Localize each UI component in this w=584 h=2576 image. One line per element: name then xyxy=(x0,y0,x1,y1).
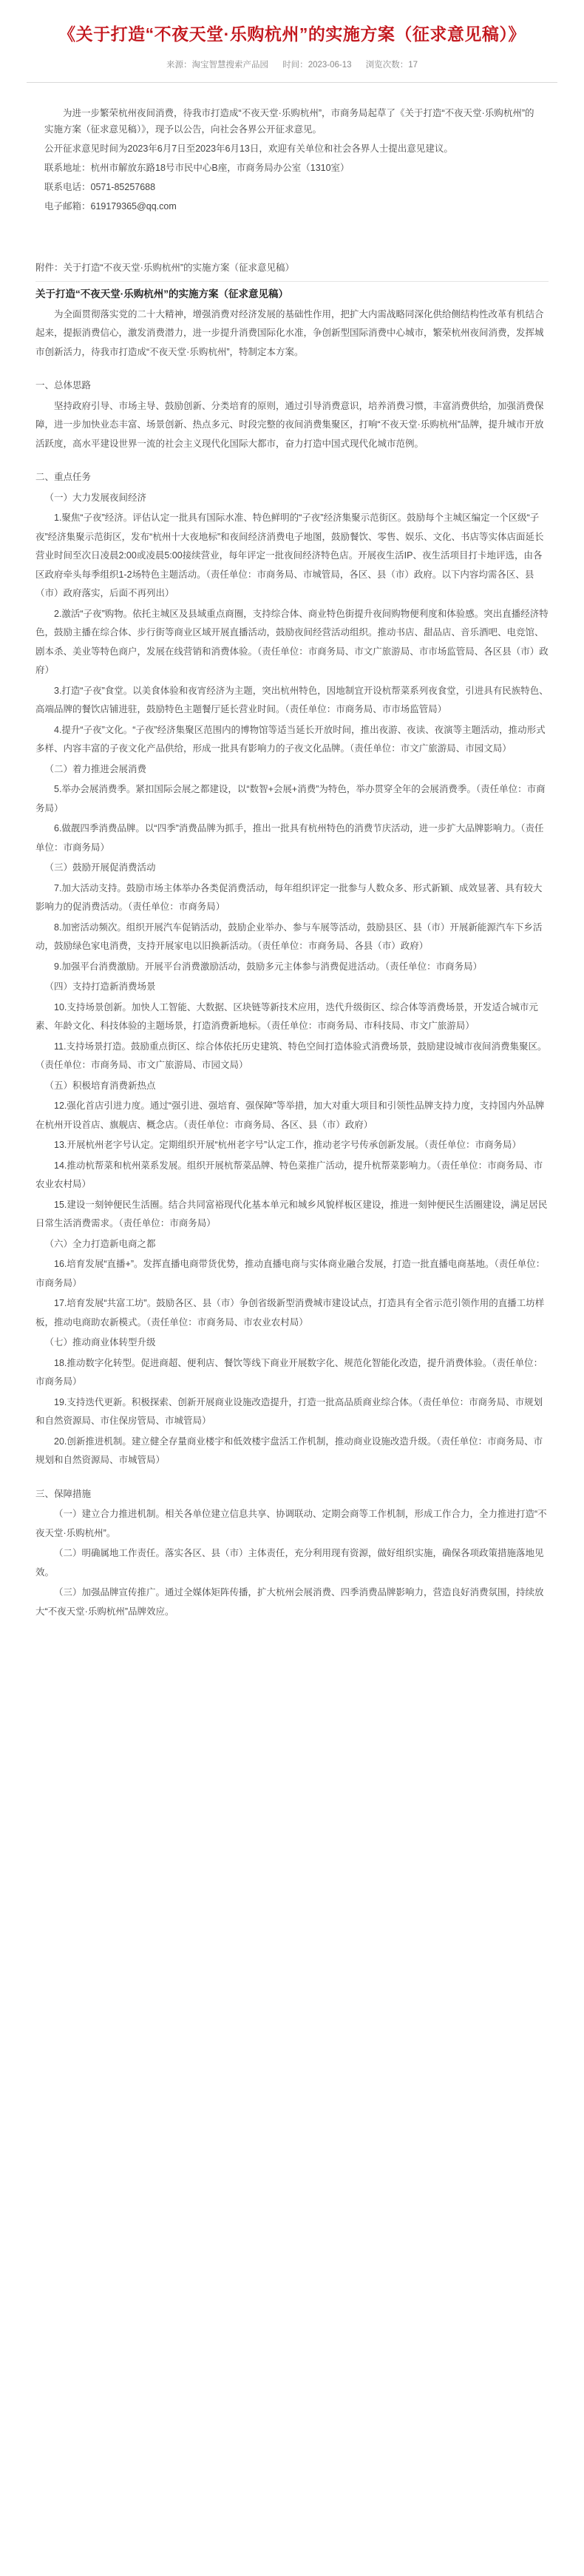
task-paragraph: 1.聚焦“子夜”经济。评估认定一批具有国际水准、特色鲜明的“子夜”经济集聚示范街区。鼓励每个主城区编定一个区级“子夜”经济集聚示范街区，发布“杭州十大夜地标”和夜间经济消费电子地图，鼓励餐饮、零售、娱乐、文化、书店等实体店面延长营业时间至次日凌晨2:00或凌晨5:00接续营业，每年评定一批夜间经济特色店。开展夜生活IP、夜生活项目打卡地评选，由各区政府牵头每季组织1-2场特色主题活动。（责任单位：市商务局、市城管局，各区、县（市）政府。以下内容均需各区、县（市）政府落实，后面不再列出） xyxy=(35,513,544,598)
time-value: 2023-06-13 xyxy=(308,61,352,70)
task-paragraph: 10.支持场景创新。加快人工智能、大数据、区块链等新技术应用，迭代升级街区、综合体等消费场景，开发适合城市元素、年龄文化、科技体验的主题场景，打造消费新地标。（责任单位：市商务局、市科技局、市文广旅游局） xyxy=(35,1001,538,1031)
document-heading: 关于打造“不夜天堂·乐购杭州”的实施方案（征求意见稿） xyxy=(35,288,288,300)
task-paragraph: 5.举办会展消费季。紧扣国际会展之都建设，以“数智+会展+消费”为特色，举办贯穿全年的会展消费季。（责任单位：市商务局） xyxy=(35,784,546,814)
notice-section xyxy=(27,83,557,214)
subsection-title: （五）积极培育消费新热点 xyxy=(44,1080,156,1091)
article-title: 《关于打造“不夜天堂·乐购杭州”的实施方案（征求意见稿）》 xyxy=(58,24,526,44)
task-paragraph: 14.推动杭帮菜和杭州菜系发展。组织开展杭帮菜品牌、特色菜推广活动，提升杭帮菜影响力。（责任单位：市商务局、市农业农村局） xyxy=(35,1160,543,1189)
section-title: 一、总体思路 xyxy=(35,380,92,391)
task-paragraph: 3.打造“子夜”食堂。以美食体验和夜宵经济为主题，突出杭州特色，因地制宜开设杭帮菜系列夜食堂，引进具有民族特色、高端品牌的餐饮店铺进驻，鼓励特色主题餐厅延长营业时间。（责任单位：市商务局、市市场监管局） xyxy=(35,685,549,714)
source-label: 来源： xyxy=(166,61,192,70)
task-paragraph: 12.强化首店引进力度。通过“强引进、强培育、强保障”等举措，加大对重大项目和引领性品牌支持力度，支持国内外品牌在杭州开设首店、旗舰店、概念店。（责任单位：市商务局、各区、县（市）政府） xyxy=(35,1101,545,1130)
task-paragraph: 13.开展杭州老字号认定。定期组织开展“杭州老字号”认定工作，推动老字号传承创新发展。（责任单位：市商务局） xyxy=(54,1140,521,1150)
task-paragraph: 7.加大活动支持。鼓励市场主体举办各类促消费活动，每年组织评定一批参与人数众多、形式新颖、成效显著、具有较大影响力的促消费活动。（责任单位：市商务局） xyxy=(35,882,543,912)
source-meta xyxy=(166,61,268,70)
subsection-title: （三）鼓励开展促消费活动 xyxy=(44,862,156,873)
task-paragraph: 6.做靓四季消费品牌。以“四季”消费品牌为抓手，推出一批具有杭州特色的消费节庆活动，进一步扩大品牌影响力。（责任单位：市商务局） xyxy=(35,823,544,853)
task-paragraph: 9.加强平台消费激励。开展平台消费激励活动，鼓励多元主体参与消费促进活动。（责任单位：市商务局） xyxy=(54,961,483,972)
views-value: 17 xyxy=(408,61,418,70)
task-paragraph: 4.提升“子夜”文化。“子夜”经济集聚区范围内的博物馆等适当延长开放时间，推出夜游、夜读、夜演等主题活动，推动形式多样、内容丰富的子夜文化产品供给，形成一批具有影响力的子夜文化品牌。（责任单位：市文广旅游局、市园文局） xyxy=(35,724,546,754)
notice-paragraph: 为进一步繁荣杭州夜间消费，待我市打造成“不夜天堂·乐购杭州”，市商务局起草了《关于打造“不夜天堂·乐购杭州”的实施方案（征求意见稿）》，现予以公告，向社会各界公开征求意见。 xyxy=(44,108,534,135)
task-paragraph: 2.激活“子夜”购物。依托主城区及县域重点商圈，支持综合体、商业特色街提升夜间购物便利度和体验感。突出直播经济特色，鼓励主播在综合体、步行街等商业区域开展直播活动，鼓励夜间经营活动组织。推动书店、甜品店、音乐酒吧、电竞馆、剧本杀、美业等特色商户，发展在线营销和消费体验。（责任单位：市商务局、市文广旅游局、市市场监管局、各区县（市）政府） xyxy=(35,608,549,675)
subsection-title: （六）全力打造新电商之都 xyxy=(44,1238,156,1249)
attachment-link[interactable]: 附件：关于打造“不夜天堂·乐购杭州”的实施方案（征求意见稿） xyxy=(35,263,294,273)
task-paragraph: 11.支持场景打造。鼓励重点街区、综合体依托历史建筑、特色空间打造体验式消费场景，鼓励建设城市夜间消费集聚区。（责任单位：市商务局、市文广旅游局、市园文局） xyxy=(35,1041,547,1070)
task-paragraph: 15.建设一刻钟便民生活圈。结合共同富裕现代化基本单元和城乡风貌样板区建设，推进一刻钟便民生活圈建设，满足居民日常生活消费需求。（责任单位：市商务局） xyxy=(35,1199,548,1228)
subsection-title: （四）支持打造新消费场景 xyxy=(44,981,156,992)
views-label: 浏览次数： xyxy=(365,61,409,70)
task-paragraph: 16.培育发展“直播+”。发挥直播电商带货优势，推动直播电商与实体商业融合发展，打造一批直播电商基地。（责任单位：市商务局） xyxy=(35,1259,546,1288)
time-meta xyxy=(282,61,351,70)
contact-email: 电子邮箱：619179365@qq.com xyxy=(44,201,177,212)
section-title: 三、保障措施 xyxy=(35,1488,92,1499)
intro-paragraph: 为全面贯彻落实党的二十大精神，增强消费对经济发展的基础性作用，把扩大内需战略同深化供给侧结构性改革有机结合起来，提振消费信心，激发消费潜力，进一步提升消费国际化水准，争创新型国际消费中心城市，繁荣杭州夜间消费，发挥城市创新活力，待我市打造成“不夜天堂·乐购杭州”，特制定本方案。 xyxy=(35,308,544,357)
attachment-section xyxy=(27,260,557,282)
section-title: 二、重点任务 xyxy=(35,472,92,482)
measure-paragraph: （二）明确属地工作责任。落实各区、县（市）主体责任，充分利用现有资源，做好组织实施，确保各项政策措施落地见效。 xyxy=(35,1548,544,1578)
contact-address: 联系地址：杭州市解放东路18号市民中心B座，市商务局办公室（1310室） xyxy=(44,163,350,173)
measure-paragraph: （一）建立合力推进机制。相关各单位建立信息共享、协调联动、定期会商等工作机制，形成工作合力，全力推进打造“不夜天堂·乐购杭州”。 xyxy=(35,1509,547,1538)
article-meta xyxy=(27,58,557,70)
section-paragraph: 坚持政府引导、市场主导、鼓励创新、分类培育的原则，通过引导消费意识，培养消费习惯，丰富消费供给，加强消费保障，进一步加快业态丰富、场景创新、热点多元、时段完整的夜间消费集聚区，打响“不夜天堂·乐购杭州”品牌，提升城市开放活跃度，高水平建设世界一流的社会主义现代化国际大都市，奋力打造中国式现代化城市范例。 xyxy=(35,400,544,449)
task-paragraph: 18.推动数字化转型。促进商超、便利店、餐饮等线下商业开展数字化、规范化智能化改造，提升消费体验。（责任单位：市商务局） xyxy=(35,1357,543,1387)
views-meta xyxy=(366,61,418,70)
task-paragraph: 8.加密活动频次。组织开展汽车促销活动，鼓励企业举办、参与车展等活动，鼓励县区、县（市）开展新能源汽车下乡活动，鼓励绿色家电消费，支持开展家电以旧换新活动。（责任单位：市商务局、各县（市）政府） xyxy=(35,922,543,951)
source-value: 淘宝智慧搜索产品园 xyxy=(191,61,268,70)
article-page xyxy=(27,0,557,1621)
time-label: 时间： xyxy=(282,61,308,70)
task-paragraph: 19.支持迭代更新。积极探索、创新开展商业设施改造提升，打造一批高品质商业综合体。（责任单位：市商务局、市规划和自然资源局、市住保房管局、市城管局） xyxy=(35,1396,543,1426)
subsection-title: （七）推动商业体转型升级 xyxy=(44,1337,156,1348)
task-paragraph: 20.创新推进机制。建立健全存量商业楼宇和低效楼宇盘活工作机制，推动商业设施改造升级。（责任单位：市商务局、市规划和自然资源局、市城管局） xyxy=(35,1436,543,1465)
document-body xyxy=(27,285,557,1621)
task-paragraph: 17.培育发展“共富工坊”。鼓励各区、县（市）争创省级新型消费城市建设试点，打造具有全省示范引领作用的直播工坊样板，推动电商助农新模式。（责任单位：市商务局、市农业农村局） xyxy=(35,1298,545,1328)
measure-paragraph: （三）加强品牌宣传推广。通过全媒体矩阵传播，扩大杭州会展消费、四季消费品牌影响力，营造良好消费氛围，持续放大“不夜天堂·乐购杭州”品牌效应。 xyxy=(35,1587,544,1617)
subsection-title: （一）大力发展夜间经济 xyxy=(44,492,147,503)
attachment-divider xyxy=(35,281,549,282)
contact-phone: 联系电话：0571-85257688 xyxy=(44,182,156,192)
notice-paragraph: 公开征求意见时间为2023年6月7日至2023年6月13日，欢迎有关单位和社会各界人士提出意见建议。 xyxy=(44,143,453,154)
subsection-title: （二）着力推进会展消费 xyxy=(44,763,147,774)
